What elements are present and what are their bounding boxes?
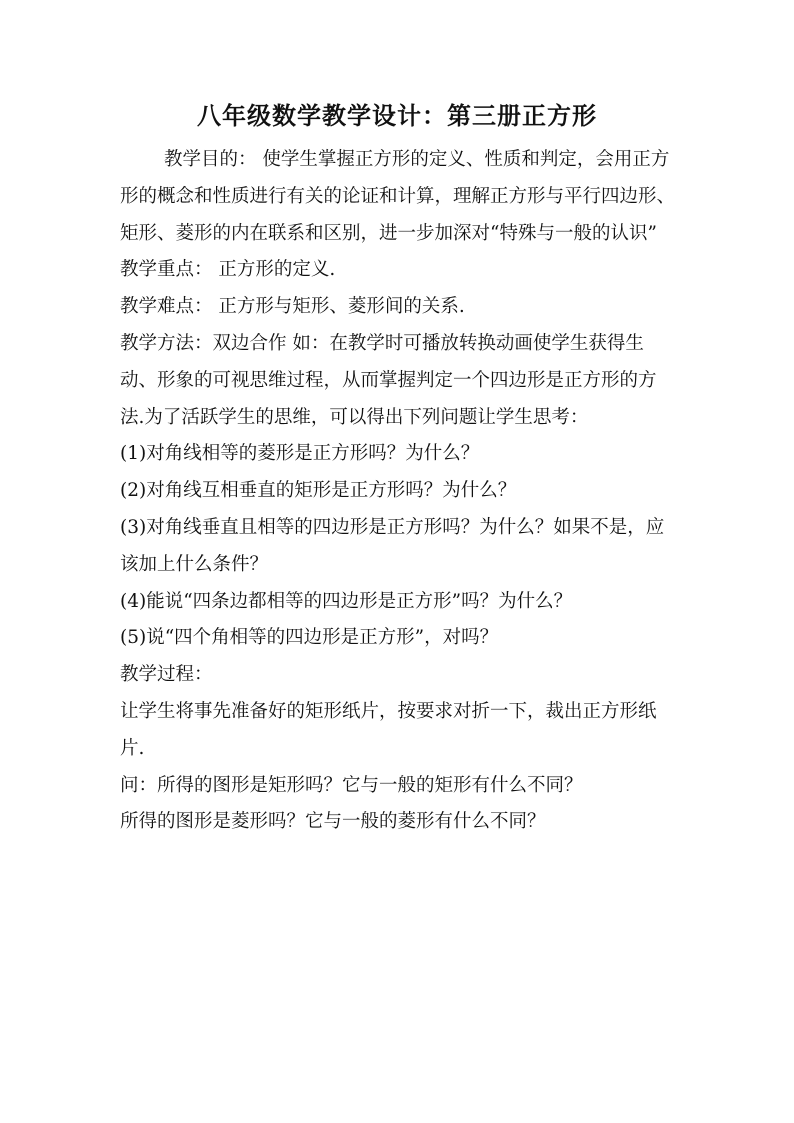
paragraph-activity: 让学生将事先准备好的矩形纸片，按要求对折一下，裁出正方形纸片. xyxy=(120,700,657,759)
document-title: 八年级数学教学设计：第三册正方形 xyxy=(197,102,597,130)
paragraph-teaching-objective: 教学目的： 使学生掌握正方形的定义、性质和判定，会用正方形的概念和性质进行有关的论证和计算，理解正方形与平行四边形、矩形、菱形的内在联系和区别，进一步加深对“特殊与一般的认识” xyxy=(120,149,676,244)
question-5: (5)说“四个角相等的四边形是正方形”，对吗？ xyxy=(120,627,499,649)
paragraph-teaching-process-heading: 教学过程： xyxy=(120,664,213,686)
paragraph-question-rhombus: 所得的图形是菱形吗？它与一般的菱形有什么不同？ xyxy=(120,811,546,833)
question-1: (1)对角线相等的菱形是正方形吗？为什么？ xyxy=(120,443,480,465)
paragraph-teaching-method: 教学方法：双边合作 如：在教学时可播放转换动画使学生获得生动、形象的可视思维过程，从而掌握判定一个四边形是正方形的方法.为了活跃学生的思维，可以得出下列问题让学生思考： xyxy=(120,332,657,428)
question-4: (4)能说“四条边都相等的四边形是正方形”吗？为什么？ xyxy=(120,590,573,612)
question-3: (3)对角线垂直且相等的四边形是正方形吗？为什么？如果不是，应该加上什么条件？ xyxy=(120,516,665,575)
document-body xyxy=(120,142,676,841)
paragraph-difficulty: 教学难点： 正方形与矩形、菱形间的关系. xyxy=(120,296,465,318)
question-2: (2)对角线互相垂直的矩形是正方形吗？为什么？ xyxy=(120,480,517,502)
paragraph-key-point: 教学重点： 正方形的定义. xyxy=(120,259,336,281)
paragraph-question-rectangle: 问：所得的图形是矩形吗？它与一般的矩形有什么不同？ xyxy=(120,774,583,796)
